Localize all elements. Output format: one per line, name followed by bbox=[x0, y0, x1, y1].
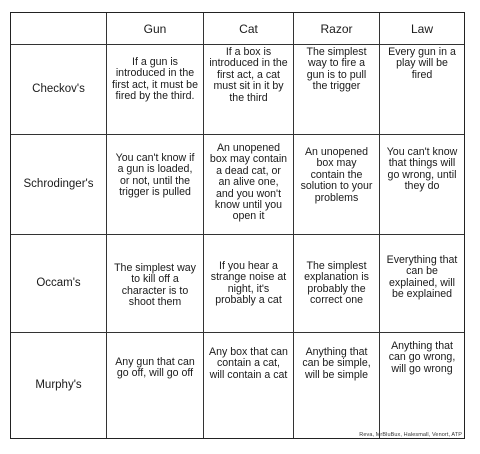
row-header-schrodingers: Schrodinger's bbox=[11, 135, 107, 235]
row-header-occams: Occam's bbox=[11, 235, 107, 333]
row-header-checkovs: Checkov's bbox=[11, 45, 107, 135]
laws-table bbox=[10, 12, 465, 439]
table-cell: If a box is introduced in the first act, a cat must sit in it by the third bbox=[204, 45, 294, 135]
column-header-gun: Gun bbox=[107, 13, 204, 45]
table-cell: You can't know that things will go wrong, until they do bbox=[380, 135, 464, 235]
header-corner bbox=[11, 13, 107, 45]
table-cell: Any box that can contain a cat, will contain a cat bbox=[204, 333, 294, 438]
table-cell: The simplest way to fire a gun is to pull the trigger bbox=[294, 45, 380, 135]
table-cell: An unopened box may contain the solution to your problems bbox=[294, 135, 380, 235]
table-cell: Any gun that can go off, will go off bbox=[107, 333, 204, 438]
column-header-law: Law bbox=[380, 13, 464, 45]
row-header-murphys: Murphy's bbox=[11, 333, 107, 438]
credit-text: Reva, MrBluBux, Halesmall, Venort, ATP bbox=[359, 432, 462, 438]
table-cell: Anything that can be simple, will be simple bbox=[294, 333, 380, 438]
table-cell: Everything that can be explained, will be explained bbox=[380, 235, 464, 333]
table-cell: You can't know if a gun is loaded, or not, until the trigger is pulled bbox=[107, 135, 204, 235]
table-cell: The simplest explanation is probably the correct one bbox=[294, 235, 380, 333]
table-cell: The simplest way to kill off a character is to shoot them bbox=[107, 235, 204, 333]
table-cell: An unopened box may contain a dead cat, or an alive one, and you won't know until you open it bbox=[204, 135, 294, 235]
table-cell: Anything that can go wrong, will go wrong bbox=[388, 340, 456, 375]
column-header-cat: Cat bbox=[204, 13, 294, 45]
table-cell: If you hear a strange noise at night, it's probably a cat bbox=[204, 235, 294, 333]
column-header-razor: Razor bbox=[294, 13, 380, 45]
table-cell: Every gun in a play will be fired bbox=[380, 45, 464, 135]
table-cell: If a gun is introduced in the first act, it must be fired by the third. bbox=[107, 45, 204, 135]
